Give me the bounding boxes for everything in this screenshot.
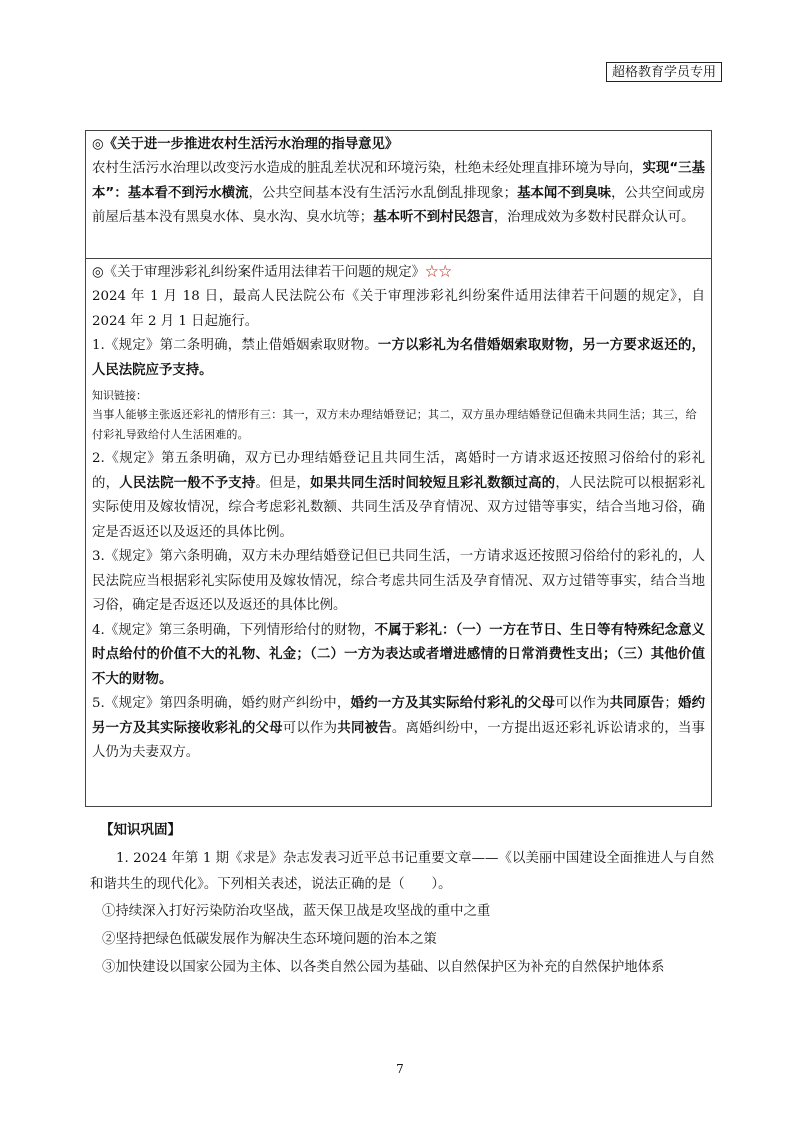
body-text: 。但是， (255, 475, 311, 491)
box-divider (86, 258, 711, 259)
section-bride-price (92, 261, 705, 766)
page-number: 7 (396, 1062, 404, 1076)
section-bride-price-title: ◎《关于审理涉彩礼纠纷案件适用法律若干问题的规定》☆☆ (92, 265, 452, 280)
section-rural-sewage (92, 133, 705, 231)
section-rural-sewage-body (92, 157, 705, 231)
body-text: ； (664, 696, 678, 711)
body-text: 可以作为 (282, 720, 338, 736)
emphasis-text: 婚约另一方及其实际接收彩礼的父母 (92, 696, 706, 736)
body-text: 2.《规定》第五条明确，双方已办理结婚登记且共同生活，离婚时一方请求返还按照习俗给付的彩礼的， (92, 451, 705, 491)
item-3 (92, 545, 705, 619)
emphasis-text: 人民法院一般不予支持 (119, 475, 256, 491)
body-text: ，公共空间或房前屋后基本没有黑臭水体、臭水沟、臭水坑等； (92, 185, 706, 225)
emphasis-text: 如果共同生活时间较短且彩礼数额过高的 (310, 475, 556, 491)
knowledge-link-label: 知识链接： (92, 389, 147, 402)
knowledge-link-text (92, 405, 705, 445)
body-text: 1.《规定》第二条明确，禁止借婚姻索取财物。 (92, 338, 378, 353)
policy-box (85, 130, 712, 807)
body-text: 3.《规定》第六条明确，双方未办理结婚登记但已共同生活，一方请求返还按照习俗给付的彩礼的，人民法院应当根据彩礼实际使用及嫁妆情况，综合考虑共同生活及孕育情况、双方过错等事实，结合当地习俗，确定是否返还以及返还的具体比例。 (92, 549, 705, 613)
item-4 (92, 619, 705, 693)
body-text: 可以作为 (555, 696, 610, 711)
emphasis-text: 共同原告 (609, 696, 665, 711)
student-only-badge: 超格教育学员专用 (606, 62, 722, 82)
emphasis-text: 婚约一方及其实际给付彩礼的父母 (350, 696, 556, 711)
item-2 (92, 447, 705, 545)
intro-paragraph: 2024 年 1 月 18 日，最高人民法院公布《关于审理涉彩礼纠纷案件适用法律若干问题的规定》，自 2024 年 2 月 1 日起施行。 (92, 289, 705, 329)
body-text: ，治理成效为多数村民群众认可。 (493, 210, 695, 225)
section-rural-sewage-title: ◎《关于进一步推进农村生活污水治理的指导意见》 (92, 137, 399, 152)
body-text: 农村生活污水治理以改变污水造成的脏乱差状况和环境污染，杜绝未经处理直排环境为导向， (92, 161, 643, 176)
body-text: 5.《规定》第四条明确，婚约财产纠纷中， (92, 696, 351, 711)
body-text: 。离婚纠纷中，一方提出返还彩礼诉讼请求的，当事人仍为夫妻双方。 (92, 720, 706, 760)
item-1 (92, 334, 705, 383)
emphasis-text: 共同被告 (337, 720, 392, 736)
emphasis-text: 基本听不到村民怨言 (373, 210, 494, 225)
emphasis-text: 实现“三基本”：基本看不到污水横流 (92, 161, 705, 201)
emphasis-text: 一方以彩礼为名借婚姻索取财物，另一方要求返还的，人民法院应予支持。 (92, 338, 705, 378)
body-text: 4.《规定》第三条明确，下列情形给付的财物， (92, 622, 375, 638)
option-2: ②坚持把绿色低碳发展作为解决生态环境问题的治本之策 (102, 932, 437, 947)
knowledge-link (92, 386, 705, 445)
emphasis-text: 不属于彩礼：（一）一方在节日、生日等有特殊纪念意义时点给付的价值不大的礼物、礼金；（二）一方为表达或者增进感情的日常消费性支出；（三）其他价值不大的财物。 (92, 622, 705, 687)
option-3: ③加快建设以国家公园为主体、以各类自然公园为基础、以自然保护区为补充的自然保护地体系 (102, 960, 665, 975)
question-block (90, 846, 714, 982)
emphasis-text: 基本闻不到臭味 (517, 185, 612, 201)
knowledge-consolidation-heading: 【知识巩固】 (100, 822, 181, 838)
body-text: ，人民法院可以根据彩礼实际使用及嫁妆情况，综合考虑彩礼数额、共同生活及孕育情况、双方过错等事实，结合当地习俗，确定是否返还以及返还的具体比例。 (92, 475, 706, 540)
body-text: 当事人能够主张返还彩礼的情形有三：其一，双方未办理结婚登记；其二，双方虽办理结婚登记但确未共同生活；其三，给付彩礼导致给付人生活困难的。 (92, 408, 697, 441)
importance-stars: ☆☆ (425, 265, 452, 280)
item-5 (92, 692, 705, 766)
option-1: ①持续深入打好污染防治攻坚战，蓝天保卫战是攻坚战的重中之重 (102, 904, 491, 919)
question-1-text: 1. 2024 年第 1 期《求是》杂志发表习近平总书记重要文章——《以美丽中国建设全面推进人与自然和谐共生的现代化》。下列相关表述，说法正确的是（ ）。 (90, 851, 714, 892)
body-text: ，公共空间基本没有生活污水乱倒乱排现象； (248, 185, 518, 201)
